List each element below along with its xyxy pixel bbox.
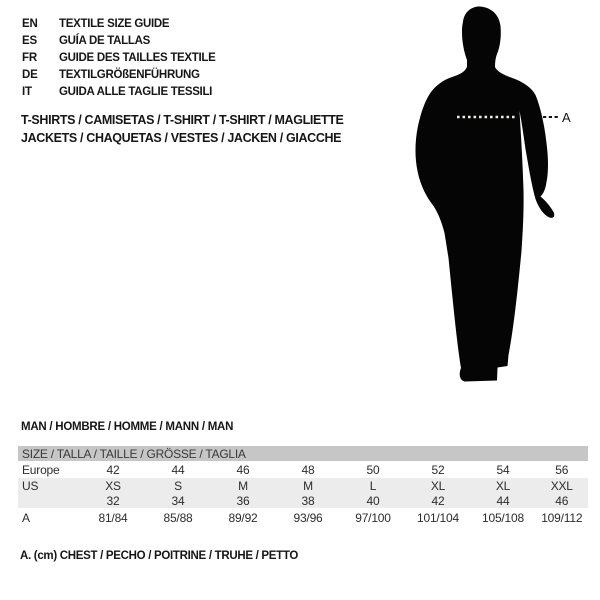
language-row bbox=[22, 32, 216, 49]
language-code: EN bbox=[22, 17, 38, 30]
language-code: ES bbox=[22, 34, 37, 47]
table-cell: 46 bbox=[236, 462, 250, 477]
language-title: GUÍA DE TALLAS bbox=[59, 34, 150, 47]
language-row bbox=[22, 67, 216, 84]
language-code: DE bbox=[22, 69, 38, 82]
table-cell: M bbox=[238, 478, 248, 493]
table-cell: 44 bbox=[496, 493, 510, 508]
language-row bbox=[22, 84, 216, 101]
table-cell: 46 bbox=[555, 493, 569, 508]
table-cell: 56 bbox=[555, 462, 569, 477]
category-jackets: JACKETS / CHAQUETAS / VESTES / JACKEN / GIACCHE bbox=[21, 131, 342, 145]
table-cell: 109/112 bbox=[541, 510, 583, 525]
chest-measure-footnote: A. (cm) CHEST / PECHO / POITRINE / TRUHE / PETTO bbox=[20, 550, 299, 562]
size-table bbox=[18, 446, 588, 527]
table-cell: 101/104 bbox=[417, 510, 459, 525]
table-cell: 50 bbox=[366, 462, 380, 477]
table-cell: 93/96 bbox=[293, 510, 323, 525]
table-cell: XS bbox=[105, 478, 121, 493]
row-label: US bbox=[22, 478, 39, 493]
table-cell: 40 bbox=[366, 493, 380, 508]
table-cell: L bbox=[369, 478, 377, 493]
measure-label-a: A bbox=[562, 110, 571, 125]
language-code: IT bbox=[22, 86, 32, 99]
language-row bbox=[22, 15, 216, 32]
table-cell: 54 bbox=[496, 462, 510, 477]
table-cell: S bbox=[174, 478, 182, 493]
table-cell: 42 bbox=[431, 493, 445, 508]
table-cell: 38 bbox=[301, 493, 315, 508]
table-cell: 36 bbox=[236, 493, 250, 508]
language-code: FR bbox=[22, 51, 37, 64]
language-title: TEXTILE SIZE GUIDE bbox=[59, 17, 170, 30]
language-title: TEXTILGRÖßENFÜHRUNG bbox=[59, 69, 200, 82]
man-silhouette bbox=[415, 6, 554, 381]
table-cell: 34 bbox=[171, 493, 185, 508]
table-cell: 81/84 bbox=[98, 510, 128, 525]
garment-categories bbox=[21, 111, 344, 147]
table-cell: M bbox=[303, 478, 313, 493]
table-cell: 97/100 bbox=[355, 510, 391, 525]
table-cell: 85/88 bbox=[163, 510, 193, 525]
table-row-europe bbox=[18, 461, 588, 478]
table-row-us bbox=[18, 478, 588, 493]
table-cell: XL bbox=[495, 478, 511, 493]
table-cell: XL bbox=[430, 478, 446, 493]
table-cell: 89/92 bbox=[228, 510, 258, 525]
table-cell: 52 bbox=[431, 462, 445, 477]
table-cell: 32 bbox=[106, 493, 120, 508]
category-tshirts: T-SHIRTS / CAMISETAS / T-SHIRT / T-SHIRT / MAGLIETTE bbox=[21, 113, 344, 127]
table-cell: 44 bbox=[171, 462, 185, 477]
table-row-chest-a bbox=[18, 508, 588, 527]
section-title-man: MAN / HOMBRE / HOMME / MANN / MAN bbox=[21, 421, 234, 433]
language-title-block bbox=[22, 15, 216, 101]
row-label: A bbox=[22, 510, 30, 525]
table-cell: XXL bbox=[550, 478, 573, 493]
size-table-header: SIZE / TALLA / TAILLE / GRÖSSE / TAGLIA bbox=[18, 446, 588, 461]
language-title: GUIDA ALLE TAGLIE TESSILI bbox=[59, 86, 213, 99]
measurement-figure bbox=[400, 0, 600, 400]
table-cell: 42 bbox=[106, 462, 120, 477]
language-row bbox=[22, 49, 216, 66]
row-label: Europe bbox=[22, 462, 60, 477]
language-title: GUIDE DES TAILLES TEXTILE bbox=[59, 51, 216, 64]
table-cell: 48 bbox=[301, 462, 315, 477]
table-cell: 105/108 bbox=[482, 510, 524, 525]
table-row-numeric bbox=[18, 493, 588, 508]
